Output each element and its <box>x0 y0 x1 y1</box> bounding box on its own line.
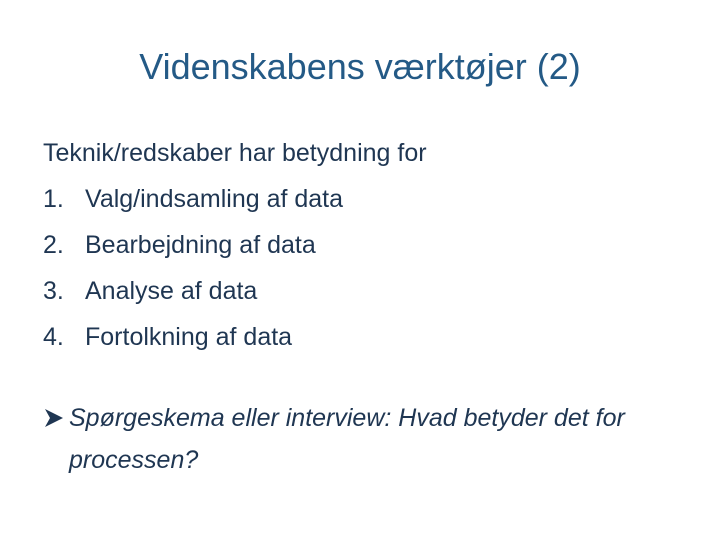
arrow-bullet-icon <box>43 397 69 439</box>
question-bullet <box>43 397 693 481</box>
list-item-label: Analyse af data <box>85 277 258 305</box>
list-item <box>43 268 683 314</box>
list-item-label: Valg/indsamling af data <box>85 185 344 213</box>
numbered-list <box>43 176 683 360</box>
list-item-number: 4. <box>43 323 64 351</box>
slide-body <box>43 130 683 360</box>
list-item-label: Fortolkning af data <box>85 323 293 351</box>
list-item-number: 1. <box>43 185 64 213</box>
list-item <box>43 222 683 268</box>
list-item-number: 3. <box>43 277 64 305</box>
question-text: Spørgeskema eller interview: Hvad betyder det for processen? <box>69 404 625 474</box>
slide-title: Videnskabens værktøjer (2) <box>139 46 581 87</box>
list-item-number: 2. <box>43 231 64 259</box>
list-item <box>43 314 683 360</box>
intro-text: Teknik/redskaber har betydning for <box>43 139 427 167</box>
list-item <box>43 176 683 222</box>
list-item-label: Bearbejdning af data <box>85 231 316 259</box>
